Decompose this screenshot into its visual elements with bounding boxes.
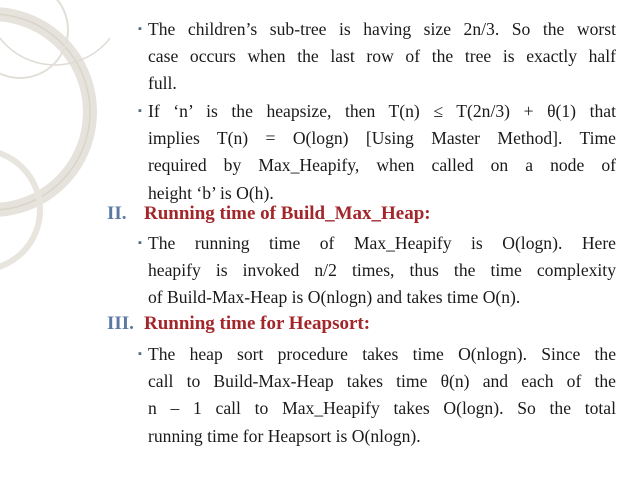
bullet-line: The children’s sub-tree is having size 2n/3. So the worst [148,19,616,39]
bullet-line: running time for Heapsort is O(nlogn). [148,425,421,446]
square-bullet-icon: ▪ [138,23,142,35]
bullet-recurrence [138,98,616,207]
square-bullet-icon: ▪ [138,348,142,360]
bullet-line: required by Max_Heapify, when called on a node of [148,155,616,176]
square-bullet-icon: ▪ [138,237,142,249]
bullet-line: If ‘n’ is the heapsize, then T(n) ≤ T(2n/3) + θ(1) that [148,101,616,121]
bullet-line: call to Build-Max-Heap takes time θ(n) and each of the [148,371,616,392]
bullet-line: n – 1 call to Max_Heapify takes O(logn). So the total [148,398,616,419]
section-number: III. [107,313,134,334]
bullet-line: The running time of Max_Heapify is O(logn). Here [148,233,616,253]
section-title: Running time for Heapsort: [144,313,371,334]
bullet-heapsort [138,341,616,450]
bullet-build-max-heap [138,230,616,312]
section-number: II. [107,203,127,224]
bullet-line: height ‘b’ is O(h). [148,182,274,203]
bullet-line: full. [148,73,177,94]
bullet-line: case occurs when the last row of the tree is exactly half [148,46,616,67]
section-heading-build-max-heap [107,200,431,227]
bullet-line: of Build-Max-Heap is O(nlogn) and takes time O(n). [148,287,521,308]
bullet-subtree-size [138,16,616,98]
section-heading-heapsort [107,310,370,337]
bullet-line: The heap sort procedure takes time O(nlogn). Since the [148,344,616,364]
section-title: Running time of Build_Max_Heap: [144,203,431,224]
bullet-line: implies T(n) = O(logn) [Using Master Method]. Time [148,128,616,149]
bullet-line: heapify is invoked n/2 times, thus the time complexity [148,260,616,281]
square-bullet-icon: ▪ [138,105,142,117]
